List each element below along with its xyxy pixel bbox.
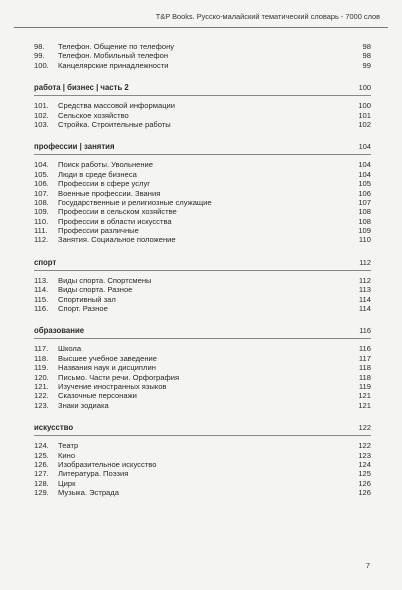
entry-title: Литература. Поэзия — [58, 469, 129, 479]
toc-entry[interactable] — [34, 51, 371, 60]
toc-section — [34, 142, 371, 245]
entry-page: 114 — [358, 294, 371, 304]
entry-number: 99. — [34, 51, 45, 61]
entry-number: 117. — [34, 344, 49, 354]
entry-page: 126 — [358, 488, 371, 498]
toc-entry[interactable] — [34, 160, 371, 169]
entry-number: 121. — [34, 381, 49, 391]
toc-entry[interactable] — [34, 61, 371, 70]
header-divider — [14, 27, 388, 28]
entry-number: 115. — [34, 294, 49, 304]
toc-entry[interactable] — [34, 101, 371, 110]
entry-page: 109 — [358, 226, 371, 236]
entry-title: Изучение иностранных языков — [58, 381, 167, 391]
toc-entry[interactable] — [34, 276, 371, 285]
entry-number: 108. — [34, 197, 49, 207]
entry-number: 128. — [34, 478, 49, 488]
page-number: 7 — [365, 561, 370, 570]
section-heading[interactable] — [34, 423, 371, 436]
entry-title: Государственные и религиозные служащие — [58, 197, 212, 207]
entry-number: 119. — [34, 363, 49, 373]
entry-title: Названия наук и дисциплин — [58, 363, 156, 373]
entry-title: Письмо. Части речи. Орфография — [58, 372, 180, 382]
entry-page: 101 — [358, 110, 371, 120]
entry-title: Виды спорта. Разное — [58, 285, 133, 295]
toc-entry[interactable] — [34, 344, 371, 353]
entry-page: 108 — [358, 216, 371, 226]
entry-page: 121 — [358, 400, 371, 410]
section-entries — [34, 441, 371, 497]
entry-page: 106 — [358, 188, 371, 198]
entry-number: 122. — [34, 391, 49, 401]
entry-page: 116 — [358, 344, 371, 354]
entry-page: 110 — [358, 235, 371, 245]
table-of-contents — [34, 42, 371, 498]
toc-entry[interactable] — [34, 295, 371, 304]
entry-page: 122 — [358, 441, 371, 451]
entry-page: 108 — [358, 207, 371, 217]
toc-section — [34, 423, 371, 497]
entry-page: 98 — [362, 42, 371, 51]
entry-number: 127. — [34, 469, 49, 479]
entry-page: 125 — [358, 469, 371, 479]
entry-page: 113 — [358, 285, 371, 295]
section-entries — [34, 276, 371, 314]
entry-page: 98 — [362, 51, 371, 61]
entry-number: 124. — [34, 441, 49, 451]
entry-page: 123 — [358, 450, 371, 460]
entry-title: Поиск работы. Увольнение — [58, 160, 154, 170]
entry-title: Сказочные персонажи — [58, 391, 137, 401]
toc-entry[interactable] — [34, 179, 371, 188]
entry-page: 102 — [358, 119, 371, 129]
entry-page: 124 — [358, 459, 371, 469]
toc-section — [34, 83, 371, 129]
entry-number: 113. — [34, 275, 49, 285]
toc-entry[interactable] — [34, 460, 371, 469]
entry-title: Телефон. Общение по телефону — [58, 42, 175, 51]
entry-title: Средства массовой информации — [58, 101, 176, 111]
toc-entry[interactable] — [34, 217, 371, 226]
toc-entry[interactable] — [34, 42, 371, 51]
entry-page: 104 — [358, 160, 371, 170]
toc-entry[interactable] — [34, 488, 371, 497]
entry-number: 103. — [34, 119, 49, 129]
entry-page: 117 — [358, 353, 371, 363]
entry-title: Виды спорта. Спортсмены — [58, 275, 152, 285]
toc-entry[interactable] — [34, 207, 371, 216]
entry-title: Спорт. Разное — [58, 304, 108, 314]
entry-number: 105. — [34, 169, 49, 179]
toc-entry[interactable] — [34, 451, 371, 460]
entry-title: Стройка. Строительные работы — [58, 119, 171, 129]
section-title: образование — [34, 326, 85, 336]
toc-entry[interactable] — [34, 170, 371, 179]
intro-entries — [34, 42, 371, 70]
toc-entry[interactable] — [34, 120, 371, 129]
toc-entry[interactable] — [34, 304, 371, 313]
entry-number: 106. — [34, 179, 49, 189]
toc-entry[interactable] — [34, 479, 371, 488]
section-page: 122 — [358, 423, 371, 433]
entry-title: Профессии в сфере услуг — [58, 179, 151, 189]
section-title: работа | бизнес | часть 2 — [34, 83, 129, 93]
running-header: T&P Books. Русско-малайский тематический словарь - 7000 слов — [155, 12, 380, 21]
entry-number: 112. — [34, 235, 49, 245]
entry-title: Музыка. Эстрада — [58, 488, 119, 498]
section-page: 112 — [359, 257, 371, 267]
entry-page: 119 — [358, 381, 371, 391]
entry-page: 105 — [358, 179, 371, 189]
entry-number: 101. — [34, 101, 49, 111]
section-title: профессии | занятия — [34, 142, 115, 152]
entry-number: 114. — [34, 285, 49, 295]
entry-title: Кино — [58, 450, 76, 460]
entry-title: Сельское хозяйство — [58, 110, 129, 120]
section-page: 100 — [358, 83, 371, 93]
entry-number: 100. — [34, 60, 49, 70]
entry-number: 125. — [34, 450, 49, 460]
entry-title: Высшее учебное заведение — [58, 353, 157, 363]
entry-title: Знаки зодиака — [58, 400, 109, 410]
section-entries — [34, 101, 371, 129]
toc-entry[interactable] — [34, 285, 371, 294]
toc-entry[interactable] — [34, 391, 371, 400]
section-page: 116 — [359, 326, 371, 336]
entry-number: 98. — [34, 42, 45, 51]
toc-entry[interactable] — [34, 235, 371, 244]
entry-page: 104 — [358, 169, 371, 179]
section-entries — [34, 344, 371, 410]
toc-entry[interactable] — [34, 226, 371, 235]
toc-entry[interactable] — [34, 111, 371, 120]
toc-entry[interactable] — [34, 354, 371, 363]
entry-number: 123. — [34, 400, 49, 410]
toc-entry[interactable] — [34, 382, 371, 391]
toc-entry[interactable] — [34, 373, 371, 382]
entry-number: 120. — [34, 372, 49, 382]
entry-number: 116. — [34, 304, 49, 314]
section-title: спорт — [34, 257, 57, 267]
toc-entry[interactable] — [34, 469, 371, 478]
entry-page: 121 — [358, 391, 371, 401]
toc-entry[interactable] — [34, 198, 371, 207]
entry-number: 129. — [34, 488, 49, 498]
entry-page: 118 — [358, 363, 371, 373]
entry-title: Военные профессии. Звания — [58, 188, 161, 198]
toc-entry[interactable] — [34, 401, 371, 410]
entry-page: 99 — [362, 60, 371, 70]
entry-number: 118. — [34, 353, 49, 363]
entry-number: 104. — [34, 160, 49, 170]
entry-title: Профессии в области искусства — [58, 216, 172, 226]
entry-page: 118 — [358, 372, 371, 382]
section-title: искусство — [34, 423, 74, 433]
entry-number: 107. — [34, 188, 49, 198]
entry-title: Цирк — [58, 478, 76, 488]
entry-page: 107 — [358, 197, 371, 207]
toc-entry[interactable] — [34, 189, 371, 198]
entry-number: 102. — [34, 110, 49, 120]
entry-title: Профессии в сельском хозяйстве — [58, 207, 177, 217]
entry-title: Люди в среде бизнеса — [58, 169, 137, 179]
section-heading[interactable] — [34, 258, 371, 271]
entry-page: 100 — [358, 101, 371, 111]
entry-title: Канцелярские принадлежности — [58, 60, 169, 70]
section-entries — [34, 160, 371, 245]
entry-number: 109. — [34, 207, 49, 217]
entry-title: Телефон. Мобильный телефон — [58, 51, 169, 61]
toc-section — [34, 326, 371, 410]
entry-number: 126. — [34, 459, 49, 469]
entry-number: 110. — [34, 216, 49, 226]
entry-number: 111. — [34, 226, 48, 236]
toc-entry[interactable] — [34, 441, 371, 450]
entry-title: Школа — [58, 344, 82, 354]
entry-title: Спортивный зал — [58, 294, 116, 304]
toc-section — [34, 258, 371, 314]
entry-page: 126 — [358, 478, 371, 488]
section-heading[interactable] — [34, 83, 371, 96]
entry-title: Профессии различные — [58, 226, 139, 236]
entry-page: 114 — [358, 304, 371, 314]
section-heading[interactable] — [34, 142, 371, 155]
entry-title: Изобразительное искусство — [58, 459, 157, 469]
toc-sections — [34, 83, 371, 497]
entry-page: 112 — [358, 275, 371, 285]
entry-title: Занятия. Социальное положение — [58, 235, 176, 245]
toc-entry[interactable] — [34, 363, 371, 372]
section-page: 104 — [358, 142, 371, 152]
entry-title: Театр — [58, 441, 79, 451]
section-heading[interactable] — [34, 326, 371, 339]
